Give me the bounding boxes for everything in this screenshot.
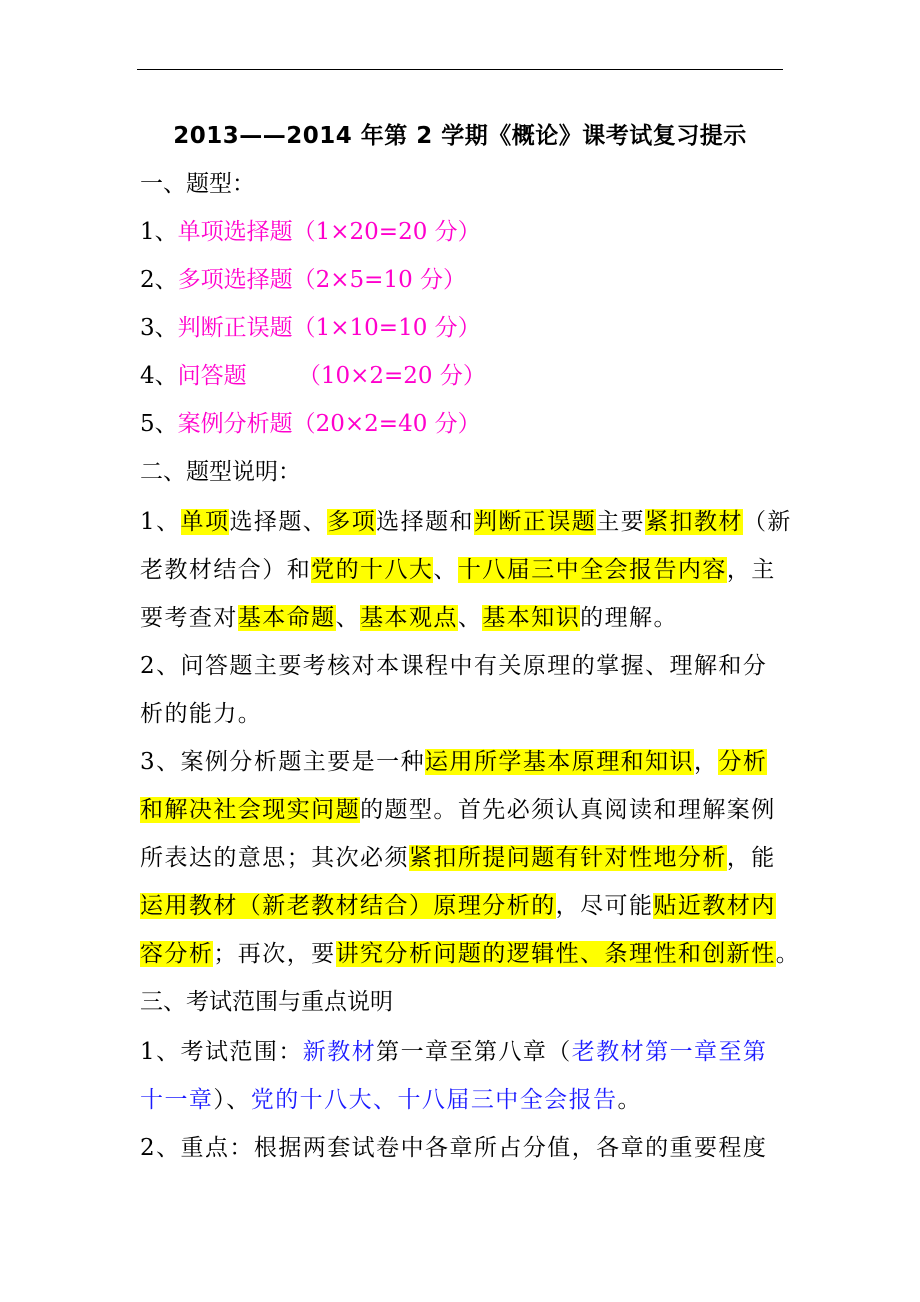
text-run: 老教材结合）和 <box>140 557 312 583</box>
text-run: 1、 <box>140 509 181 535</box>
text-run: 紧扣教材 <box>645 509 743 535</box>
text-run: 要考查对 <box>140 605 238 631</box>
section3-heading: 三、考试范围与重点说明 <box>140 989 393 1015</box>
text-run: 、 <box>457 605 483 631</box>
text-run: 选择题、 <box>229 509 328 535</box>
s2-p2-line2: 析的能力。 <box>140 701 263 727</box>
s2-p3-line1 <box>140 742 785 782</box>
s3-p2-line1: 2、重点：根据两套试卷中各章所占分值，各章的重要程度 <box>140 1135 768 1161</box>
text-run: 2、 <box>140 267 178 293</box>
s2-p3-line3 <box>140 838 785 878</box>
s3-p1-line1 <box>140 1032 785 1072</box>
s2-p1-line1 <box>140 502 792 542</box>
s2-p1-line3 <box>140 598 785 638</box>
text-run: 4、 <box>140 363 178 389</box>
text-run: 多项选择题（2×5=10 分） <box>177 267 467 293</box>
text-run: 和解决社会现实问题 <box>140 797 361 823</box>
s2-p2-line1: 2、问答题主要考核对本课程中有关原理的掌握、理解和分 <box>140 653 768 679</box>
text-run: ， <box>694 749 719 775</box>
text-run: 1、 <box>140 219 178 245</box>
text-run: 讲究分析问题的逻辑性、条理性和创新性 <box>335 941 776 967</box>
text-run: 党的十八大 <box>311 557 434 583</box>
text-run: 第一章至第八章（ <box>376 1039 572 1065</box>
text-run: ，主 <box>726 557 776 583</box>
text-run: 3、案例分析题主要是一种 <box>140 749 426 775</box>
text-run: ）、 <box>213 1087 251 1113</box>
text-run: 容分析 <box>140 941 214 967</box>
text-run: 选择题和 <box>376 509 474 535</box>
text-run: 问答题 （10×2=20 分） <box>177 363 486 389</box>
section2-heading: 二、题型说明： <box>140 459 301 485</box>
text-run: 判断正误题 <box>473 509 597 535</box>
text-run: 老教材第一章至第 <box>571 1039 768 1065</box>
text-run: 多项 <box>327 509 377 535</box>
text-run: 党的十八大、十八届三中全会报告 <box>250 1087 618 1113</box>
text-run: 十八届三中全会报告内容 <box>457 557 727 583</box>
text-run: 新教材 <box>302 1039 377 1065</box>
section1-heading: 一、题型： <box>140 171 255 197</box>
text-run: ，能 <box>726 845 776 871</box>
text-run: 、 <box>433 557 458 583</box>
text-run: 所表达的意思；其次必须 <box>140 845 409 871</box>
text-run: 3、 <box>140 315 178 341</box>
text-run: 单项 <box>180 509 230 535</box>
text-run: 。 <box>617 1087 642 1113</box>
s2-p3-line2 <box>140 790 785 830</box>
document-title: 2013——2014 年第 2 学期《概论》课考试复习提示 <box>173 123 747 149</box>
text-run: 运用所学基本原理和知识 <box>425 749 694 775</box>
question-type-2 <box>140 260 785 300</box>
text-run: 紧扣所提问题有针对性地分析 <box>408 845 727 871</box>
text-run: 判断正误题（1×10=10 分） <box>177 315 481 341</box>
text-run: 基本命题 <box>237 605 336 631</box>
text-run: 案例分析题（20×2=40 分） <box>177 411 481 437</box>
text-run: 的题型。首先必须认真阅读和理解案例 <box>360 797 776 823</box>
text-run: 分析 <box>718 749 768 775</box>
text-run: 的理解。 <box>580 605 678 631</box>
question-type-4 <box>140 356 785 396</box>
text-run: 。 <box>775 941 801 967</box>
text-run: 基本观点 <box>360 605 458 631</box>
text-run: 、 <box>335 605 361 631</box>
question-type-1 <box>140 212 785 252</box>
text-run: （新 <box>742 509 792 535</box>
text-run: 主要 <box>596 509 646 535</box>
text-run: 基本知识 <box>482 605 581 631</box>
text-run: 十一章 <box>140 1087 214 1113</box>
s2-p3-line4 <box>140 886 785 926</box>
question-type-3 <box>140 308 785 348</box>
text-run: ，尽可能 <box>555 893 654 919</box>
s3-p1-line2 <box>140 1080 785 1120</box>
text-run: 单项选择题（1×20=20 分） <box>177 219 481 245</box>
s2-p1-line2 <box>140 550 785 590</box>
text-run: 1、考试范围： <box>140 1039 303 1065</box>
text-run: 5、 <box>140 411 178 437</box>
text-run: ；再次，要 <box>213 941 336 967</box>
s2-p3-line5 <box>140 934 801 974</box>
question-type-5 <box>140 404 785 444</box>
header-rule <box>137 69 783 70</box>
text-run: 运用教材（新老教材结合）原理分析的 <box>140 893 556 919</box>
text-run: 贴近教材内 <box>653 893 776 919</box>
